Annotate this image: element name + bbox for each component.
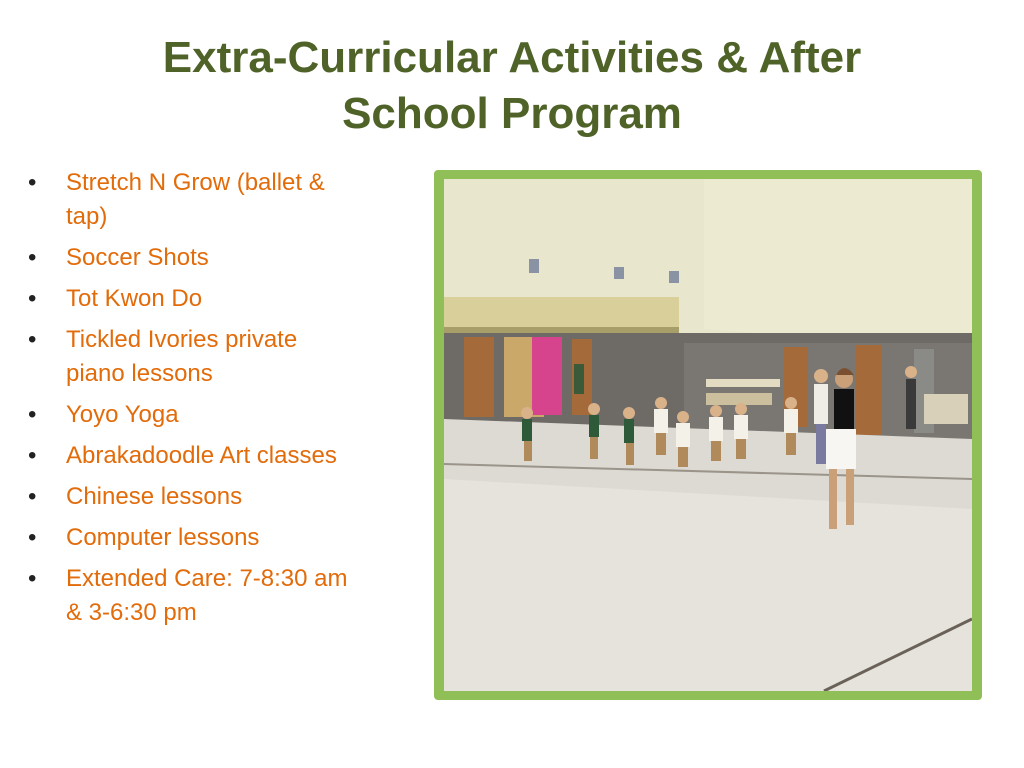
list-item-text: Stretch N Grow (ballet & tap) xyxy=(66,169,325,230)
list-item-text: Chinese lessons xyxy=(66,483,243,510)
bullet-icon: • xyxy=(28,442,37,469)
list-item xyxy=(28,480,358,514)
gym-photo xyxy=(444,179,972,691)
list-item xyxy=(28,398,358,432)
bullet-icon: • xyxy=(28,244,37,271)
list-item-text: Extended Care: 7-8:30 am & 3-6:30 pm xyxy=(66,565,348,626)
list-item xyxy=(28,166,358,234)
title-line-2: School Program xyxy=(342,89,682,138)
slide-title xyxy=(60,30,964,142)
list-item-text: Computer lessons xyxy=(66,524,260,551)
list-item-text: Yoyo Yoga xyxy=(66,401,179,428)
title-line-1: Extra-Curricular Activities & After xyxy=(162,33,862,82)
bullet-icon: • xyxy=(28,401,37,428)
bullet-icon: • xyxy=(28,483,37,510)
bullet-icon: • xyxy=(28,565,37,592)
bullet-icon: • xyxy=(28,285,37,312)
list-item xyxy=(28,282,358,316)
list-item-text: Abrakadoodle Art classes xyxy=(66,442,337,469)
list-item xyxy=(28,323,358,391)
bullet-icon: • xyxy=(28,524,37,551)
list-item xyxy=(28,521,358,555)
list-item-text: Tickled Ivories private piano lessons xyxy=(66,326,298,387)
photo-frame xyxy=(434,170,982,700)
list-item-text: Soccer Shots xyxy=(66,244,209,271)
activity-list xyxy=(28,166,358,637)
bullet-icon: • xyxy=(28,326,37,353)
list-item-text: Tot Kwon Do xyxy=(66,285,203,312)
list-item xyxy=(28,241,358,275)
gym-photo-illustration xyxy=(444,179,972,691)
list-item xyxy=(28,439,358,473)
bullet-icon: • xyxy=(28,169,37,196)
list-item xyxy=(28,562,358,630)
